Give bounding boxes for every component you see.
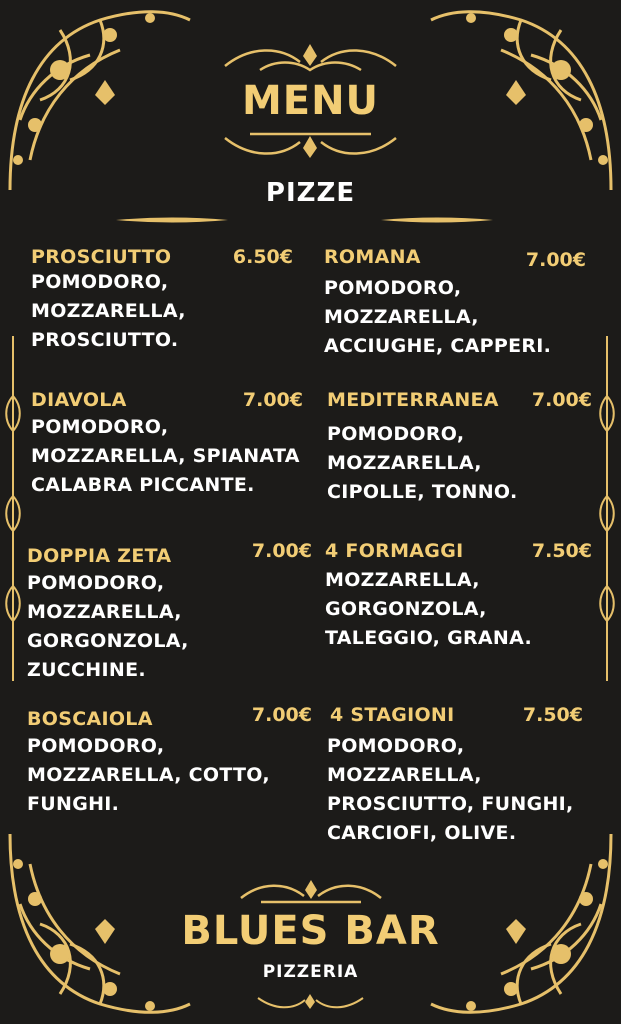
item-price: 6.50€ [232,246,293,268]
menu-item-prosciutto [31,246,293,356]
menu-item-mediterranea [327,389,592,504]
item-description: POMODORO, MOZZARELLA, PROSCIUTTO, FUNGHI, CARCIOFI, OLIVE. [327,735,574,844]
divider-right-icon [381,215,493,225]
item-name: 4 STAGIONI [330,704,455,726]
menu-title: MENU [241,78,380,124]
item-price: 7.00€ [251,540,312,562]
menu-item-doppia-zeta [27,540,312,681]
item-name: DOPPIA ZETA [27,545,172,567]
item-name: MEDITERRANEA [327,389,499,411]
item-description: POMODORO, MOZZARELLA, COTTO, FUNGHI. [27,735,270,815]
menu-item-boscaiola [27,704,312,819]
item-price: 7.50€ [522,704,583,726]
brand-subtitle: PIZZERIA [262,962,359,982]
flourish-above-brand-icon [236,878,386,908]
item-name: DIAVOLA [31,389,127,411]
brand-name: BLUES BAR [181,908,440,954]
item-price: 7.50€ [531,540,592,562]
item-name: ROMANA [324,246,421,268]
item-description: MOZZARELLA, GORGONZOLA, TALEGGIO, GRANA. [325,569,533,649]
flourish-top-icon [220,42,401,76]
flourish-below-brand-icon [255,990,366,1012]
item-price: 7.00€ [242,389,303,411]
side-ornament-left [4,336,22,681]
side-ornament-right [598,336,616,681]
menu-item-4-stagioni [327,704,583,849]
item-price: 7.00€ [251,704,312,726]
divider-left-icon [116,215,228,225]
item-name: 4 FORMAGGI [325,540,464,562]
menu-item-4-formaggi [325,540,592,655]
item-description: POMODORO, MOZZARELLA, PROSCIUTTO. [31,271,186,351]
flourish-under-title-icon [220,126,401,162]
item-price: 7.00€ [531,389,592,411]
item-description: POMODORO, MOZZARELLA, ACCIUGHE, CAPPERI. [324,277,552,357]
menu-item-romana [324,246,586,361]
item-price: 7.00€ [525,249,586,271]
item-description: POMODORO, MOZZARELLA, CIPOLLE, TONNO. [327,423,518,503]
section-title: PIZZE [265,178,356,208]
item-name: PROSCIUTTO [31,246,172,268]
menu-item-diavola [31,389,303,504]
item-name: BOSCAIOLA [27,708,153,730]
item-description: POMODORO, MOZZARELLA, GORGONZOLA, ZUCCHINE. [27,572,189,681]
item-description: POMODORO, MOZZARELLA, SPIANATA CALABRA PICCANTE. [31,416,300,496]
